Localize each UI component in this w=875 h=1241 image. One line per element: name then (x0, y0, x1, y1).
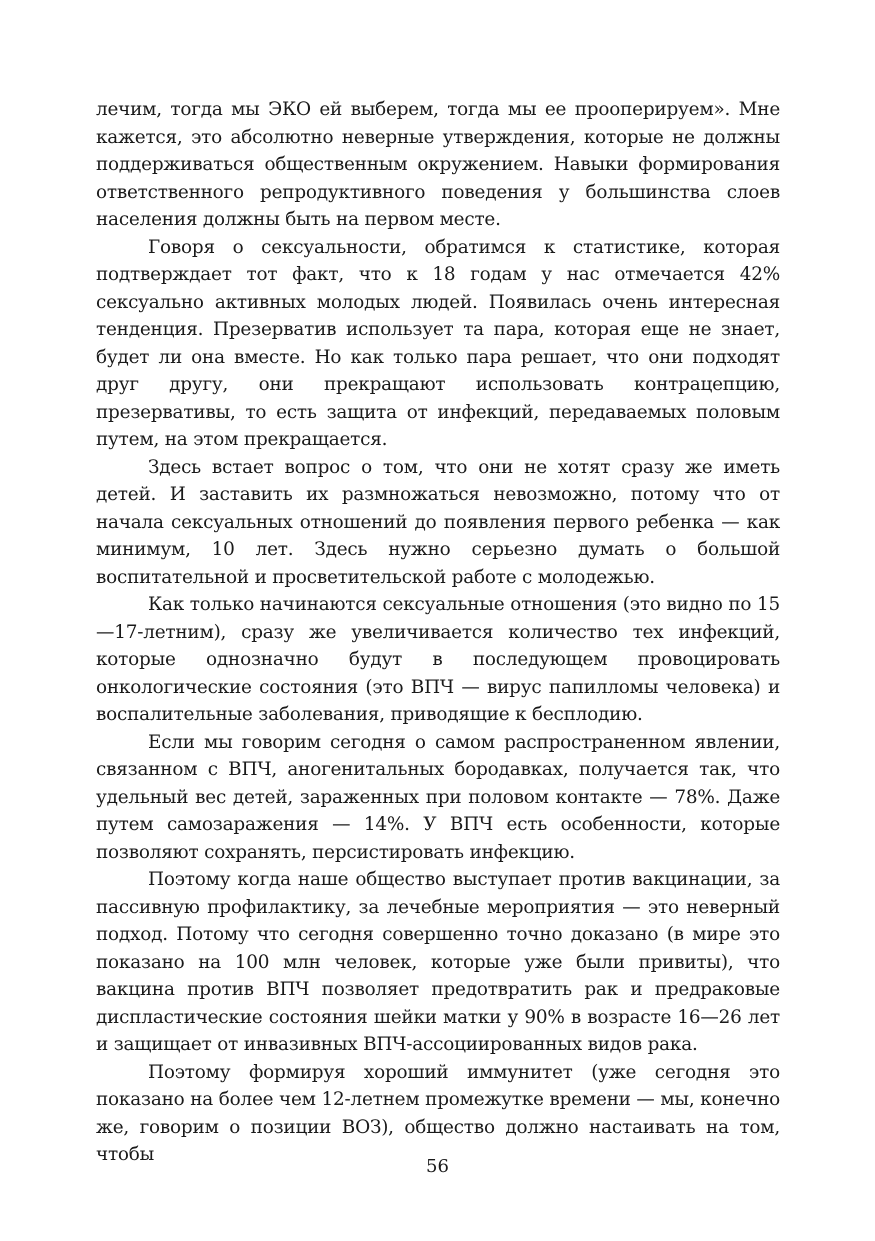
paragraph-6: Поэтому когда наше общество выступает против вакцинации, за пассивную профилактику, за лечебные мероприятия — это неверный подход. Потому что сегодня совершенно точно доказано (в мире это показано на 100 млн человек, которые уже были привиты), что вакцина против ВПЧ позволяет предотвратить рак и предраковые диспластические состояния шейки матки у 90% в возрасте 16—26 лет и защищает от инвазивных ВПЧ-ассоциированных видов рака. (96, 869, 780, 1055)
paragraph-7: Поэтому формируя хороший иммунитет (уже сегодня это показано на более чем 12-летнем промежутке времени — мы, конечно же, говорим о позиции ВОЗ), общество должно настаивать на том, чтобы (96, 1061, 780, 1165)
paragraph-2: Говоря о сексуальности, обратимся к статистике, которая подтверждает тот факт, что к 18 годам у нас отмечается 42% сексуально активных молодых людей. Появилась очень интересная тенденция. Презерватив использует та пара, которая еще не знает, будет ли она вместе. Но как только пара решает, что они подходят друг другу, они прекращают использовать контрацепцию, презервативы, то есть защита от инфекций, передаваемых половым путем, на этом прекращается. (96, 236, 780, 450)
paragraph-5: Если мы говорим сегодня о самом распространенном явлении, связанном с ВПЧ, аногенитальных бородавках, получается так, что удельный вес детей, зараженных при половом контакте — 78%. Даже путем самозаражения — 14%. У ВПЧ есть особенности, которые позволяют сохранять, персистировать инфекцию. (96, 731, 780, 863)
body-text (96, 96, 780, 1169)
page-number: 56 (426, 1156, 449, 1177)
paragraph-3: Здесь встает вопрос о том, что они не хотят сразу же иметь детей. И заставить их размножаться невозможно, потому что от начала сексуальных отношений до появления первого ребенка — как минимум, 10 лет. Здесь нужно серьезно думать о большой воспитательной и просветительской работе с молодежью. (96, 456, 780, 588)
paragraph-4: Как только начинаются сексуальные отношения (это видно по 15—17-летним), сразу же увеличивается количество тех инфекций, которые однозначно будут в последующем провоцировать онкологические состояния (это ВПЧ — вирус папилломы человека) и воспалительные заболевания, приводящие к бесплодию. (96, 594, 780, 725)
paragraph-1: лечим, тогда мы ЭКО ей выберем, тогда мы ее прооперируем». Мне кажется, это абсолютно неверные утверждения, которые не должны поддерживаться общественным окружением. Навыки формирования ответственного репродуктивного поведения у большинства слоев населения должны быть на первом месте. (96, 99, 780, 230)
